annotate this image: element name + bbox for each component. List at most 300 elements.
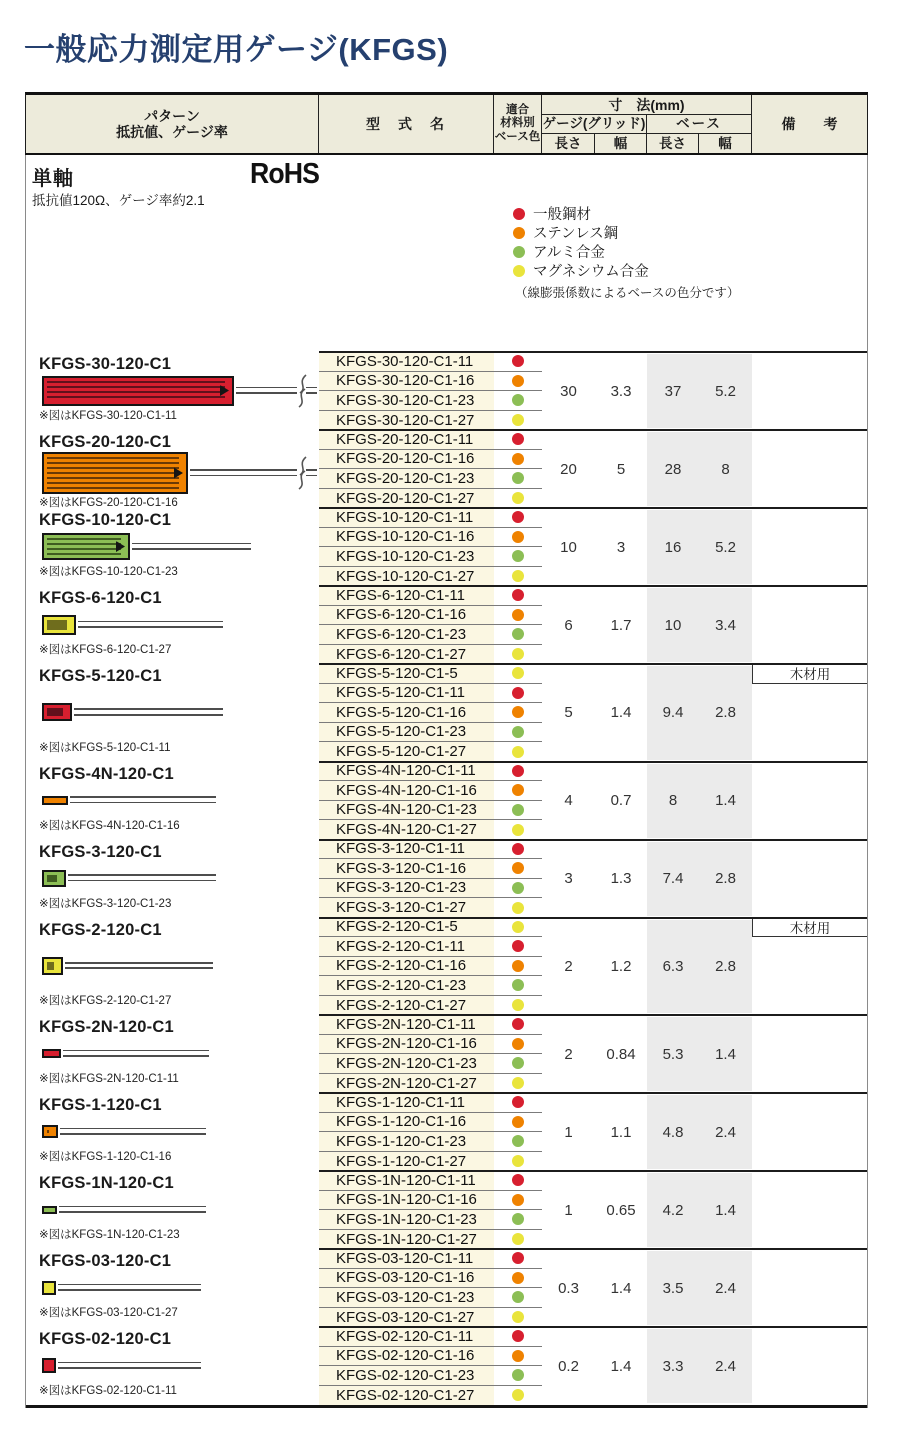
product-group [26, 664, 867, 762]
pattern-cell [26, 762, 319, 840]
gauge-zone [26, 1037, 319, 1070]
gauge-length-value: 2 [564, 957, 573, 975]
legend-item-label: ステンレス鋼 [533, 226, 619, 242]
gauge-length-value: 10 [560, 538, 577, 556]
legend-item [513, 223, 739, 242]
model-name-cell: KFGS-10-120-C1-27 [319, 567, 494, 587]
header-gauge-width: 幅 [595, 134, 647, 153]
pattern-model-name: KFGS-2-120-C1 [39, 920, 162, 939]
model-name-cell: KFGS-3-120-C1-27 [319, 898, 494, 918]
axis-type-label: 単軸 [32, 168, 74, 190]
gauge-image [42, 703, 72, 721]
legend-item [513, 242, 739, 261]
model-name-cell: KFGS-1-120-C1-16 [319, 1113, 494, 1133]
base-color-cell [494, 898, 542, 918]
model-name-cell: KFGS-20-120-C1-23 [319, 469, 494, 489]
base-length-value: 7.4 [647, 842, 699, 916]
model-name-cell: KFGS-2N-120-C1-16 [319, 1035, 494, 1055]
pattern-model-name: KFGS-4N-120-C1 [39, 764, 174, 783]
pattern-model-name: KFGS-2N-120-C1 [39, 1018, 174, 1036]
base-color-dot-orange [512, 1116, 524, 1128]
base-length-value: 28 [647, 432, 699, 506]
figure-note: ※図はKFGS-03-120-C1-27 [39, 1307, 178, 1319]
pattern-model-name: KFGS-03-120-C1 [39, 1252, 172, 1270]
base-width-value: 2.8 [699, 920, 752, 1014]
pattern-cell [26, 664, 319, 762]
figure-note: ※図はKFGS-02-120-C1-11 [39, 1385, 177, 1397]
base-color-dot-red [512, 1252, 524, 1264]
pattern-model-name: KFGS-1-120-C1 [39, 1096, 162, 1114]
gauge-graphic [26, 376, 319, 406]
model-name-cell: KFGS-1-120-C1-23 [319, 1132, 494, 1152]
gauge-image [42, 452, 188, 494]
gauge-lead-wire [60, 1128, 206, 1130]
legend-item [513, 261, 739, 280]
base-color-dot-green [512, 882, 524, 894]
model-name-cell: KFGS-02-120-C1-11 [319, 1327, 494, 1347]
gauge-length-value: 20 [560, 460, 577, 478]
gauge-lead-wire [70, 802, 216, 804]
figure-note: ※図はKFGS-30-120-C1-11 [39, 410, 177, 422]
gauge-lead-wire [63, 1055, 209, 1057]
base-color-cell [494, 508, 542, 528]
legend-item-label: 一般鋼材 [533, 207, 591, 223]
product-group [26, 430, 867, 508]
model-name-cell: KFGS-6-120-C1-23 [319, 625, 494, 645]
gauge-zone [26, 1193, 319, 1226]
gauge-lead-wire [58, 1289, 201, 1291]
gauge-lead-wire [58, 1284, 201, 1286]
model-name-cell: KFGS-6-120-C1-16 [319, 606, 494, 626]
base-color-cell [494, 489, 542, 509]
base-color-cell [494, 1308, 542, 1328]
pattern-model-name: KFGS-20-120-C1 [39, 433, 172, 451]
product-group [26, 352, 867, 430]
model-name-cell: KFGS-4N-120-C1-16 [319, 781, 494, 801]
base-color-dot-yellow [512, 1233, 524, 1245]
model-name-cell: KFGS-02-120-C1-23 [319, 1366, 494, 1386]
model-name-cell: KFGS-03-120-C1-23 [319, 1288, 494, 1308]
base-color-cell [494, 1269, 542, 1289]
product-group [26, 586, 867, 664]
table-bottom-border [26, 1405, 867, 1408]
product-group [26, 1015, 867, 1093]
gauge-graphic [26, 870, 319, 887]
gauge-zone [26, 784, 319, 817]
base-length-value: 8 [647, 764, 699, 838]
gauge-lead-wire [65, 962, 213, 964]
model-name-cell: KFGS-03-120-C1-16 [319, 1269, 494, 1289]
gauge-lead-wire [68, 874, 216, 876]
base-color-dot-yellow [512, 902, 524, 914]
header-pattern-line1: パターン [144, 108, 200, 124]
legend-item-label: アルミ合金 [533, 245, 605, 261]
base-color-dot-yellow [512, 648, 524, 660]
base-color-dot-green [512, 1291, 524, 1303]
model-name-cell: KFGS-1-120-C1-11 [319, 1093, 494, 1113]
pattern-model-name: KFGS-10-120-C1 [39, 511, 172, 529]
base-width-value: 2.4 [699, 1095, 752, 1169]
product-group [26, 762, 867, 840]
base-color-dot-red [512, 1330, 524, 1342]
figure-note: ※図はKFGS-20-120-C1-16 [39, 497, 178, 508]
base-color-dot-red [512, 687, 524, 699]
model-name-cell: KFGS-4N-120-C1-23 [319, 801, 494, 821]
legend-note: （線膨張係数によるベースの色分です） [515, 286, 740, 300]
remark-cell: 木材用 [752, 664, 867, 684]
base-color-dot-green [512, 1135, 524, 1147]
model-name-cell: KFGS-5-120-C1-27 [319, 742, 494, 762]
product-group [26, 918, 867, 1016]
model-name-cell: KFGS-10-120-C1-11 [319, 508, 494, 528]
header-model-name: 型 式 名 [319, 95, 494, 153]
gauge-lead-wire [58, 1367, 201, 1369]
gauge-grid-pattern [47, 457, 179, 489]
figure-note: ※図はKFGS-5-120-C1-11 [39, 741, 171, 754]
model-name-cell: KFGS-2-120-C1-16 [319, 957, 494, 977]
model-name-cell: KFGS-2N-120-C1-23 [319, 1054, 494, 1074]
gauge-lead-wire [60, 1133, 206, 1135]
base-color-cell [494, 703, 542, 723]
gauge-image [42, 1206, 57, 1214]
model-name-cell: KFGS-2-120-C1-5 [319, 918, 494, 938]
intro-section [26, 155, 867, 352]
gauge-graphic [26, 957, 319, 975]
model-name-cell: KFGS-2-120-C1-27 [319, 996, 494, 1016]
model-name-cell: KFGS-30-120-C1-16 [319, 372, 494, 392]
gauge-graphic [26, 615, 319, 635]
pattern-cell [26, 430, 319, 508]
base-color-cell [494, 430, 542, 450]
base-length-value: 37 [647, 354, 699, 428]
gauge-width-value: 0.7 [610, 792, 632, 809]
base-color-cell [494, 1132, 542, 1152]
base-width-value: 8 [699, 432, 752, 506]
figure-note: ※図はKFGS-4N-120-C1-16 [39, 819, 180, 832]
wire-break-mark [294, 374, 310, 408]
product-group [26, 840, 867, 918]
header-dimensions: 寸 法(mm) [542, 95, 752, 115]
gauge-image [42, 533, 130, 560]
gauge-width-value: 1.4 [610, 1357, 632, 1375]
gauge-lead-wire [59, 1206, 206, 1208]
gauge-lead-wire [132, 548, 251, 550]
legend-color-dot-yellow [513, 265, 525, 277]
gauge-width-value: 1.7 [610, 616, 632, 634]
gauge-grid-pattern [47, 1130, 49, 1133]
base-color-dot-orange [512, 609, 524, 621]
gauge-lead-wire [132, 543, 251, 545]
product-group [26, 508, 867, 586]
base-color-cell [494, 1093, 542, 1113]
model-name-cell: KFGS-03-120-C1-11 [319, 1249, 494, 1269]
base-color-dot-green [512, 979, 524, 991]
gauge-width-value: 1.4 [610, 1279, 632, 1297]
header-gauge-length: 長さ [542, 134, 595, 153]
base-color-dot-green [512, 472, 524, 484]
gauge-image [42, 1358, 56, 1373]
gauge-length-value: 1 [564, 1123, 573, 1141]
figure-note: ※図はKFGS-3-120-C1-23 [39, 897, 172, 910]
base-color-cell [494, 820, 542, 840]
base-color-dot-orange [512, 375, 524, 387]
base-color-cell [494, 918, 542, 938]
legend-color-dot-green [513, 246, 525, 258]
legend-color-dot-red [513, 208, 525, 220]
base-color-cell [494, 528, 542, 548]
pattern-cell [26, 1249, 319, 1327]
pattern-cell [26, 508, 319, 586]
model-name-cell: KFGS-30-120-C1-23 [319, 391, 494, 411]
base-width-value: 1.4 [699, 764, 752, 838]
gauge-zone [26, 940, 319, 993]
gauge-length-value: 2 [564, 1045, 573, 1063]
gauge-grid-pattern [47, 875, 57, 882]
gauge-grid-pattern [47, 381, 225, 401]
gauge-width-value: 0.65 [606, 1201, 636, 1219]
gauge-zone [26, 530, 319, 563]
rohs-logo: RoHS [250, 158, 319, 190]
base-color-dot-red [512, 355, 524, 367]
gauge-length-value: 4 [564, 792, 573, 809]
header-pattern-line2: 抵抗値、ゲージ率 [116, 124, 228, 140]
base-color-cell [494, 1249, 542, 1269]
base-color-cell [494, 762, 542, 782]
header-base-color: 適合 材料別 ベース色 [494, 95, 542, 153]
gauge-zone [26, 1349, 319, 1382]
pattern-cell [26, 840, 319, 918]
base-color-cell [494, 625, 542, 645]
gauge-grid-pattern [47, 962, 54, 970]
gauge-width-value: 3.3 [610, 382, 632, 400]
base-color-dot-yellow [512, 999, 524, 1011]
base-color-dot-red [512, 511, 524, 523]
gauge-length-value: 5 [564, 704, 573, 722]
gauge-length-value: 1 [564, 1201, 573, 1219]
base-color-dot-yellow [512, 746, 524, 758]
gauge-width-value: 0.84 [606, 1045, 636, 1063]
gauge-lead-wire [78, 621, 223, 623]
gauge-zone [26, 686, 319, 739]
gauge-zone [26, 452, 319, 494]
base-color-cell [494, 411, 542, 431]
gauge-lead-wire [58, 1362, 201, 1364]
base-color-dot-green [512, 1057, 524, 1069]
base-color-cell [494, 586, 542, 606]
model-name-cell: KFGS-3-120-C1-23 [319, 879, 494, 899]
base-color-dot-green [512, 628, 524, 640]
gauge-grid-pattern [47, 708, 63, 716]
base-width-value: 5.2 [699, 354, 752, 428]
pattern-model-name: KFGS-6-120-C1 [39, 589, 162, 607]
model-name-cell: KFGS-02-120-C1-16 [319, 1347, 494, 1367]
base-color-dot-yellow [512, 414, 524, 426]
base-color-dot-green [512, 1369, 524, 1381]
base-color-dot-orange [512, 1038, 524, 1050]
base-color-cell [494, 1210, 542, 1230]
model-name-cell: KFGS-10-120-C1-23 [319, 547, 494, 567]
table-body [25, 155, 868, 1408]
gauge-width-value: 1.4 [610, 704, 632, 722]
gauge-lead-wire [70, 796, 216, 798]
base-color-cell [494, 976, 542, 996]
gauge-zone [26, 1115, 319, 1148]
pattern-cell [26, 352, 319, 430]
base-color-cell [494, 606, 542, 626]
base-color-cell [494, 450, 542, 470]
gauge-zone [26, 374, 319, 407]
legend-item [513, 204, 739, 223]
base-length-value: 16 [647, 510, 699, 584]
base-color-dot-yellow [512, 824, 524, 836]
product-groups [26, 352, 867, 1405]
model-name-cell: KFGS-3-120-C1-16 [319, 859, 494, 879]
base-color-cell [494, 879, 542, 899]
base-length-value: 4.8 [647, 1095, 699, 1169]
model-name-cell: KFGS-10-120-C1-16 [319, 528, 494, 548]
base-color-dot-yellow [512, 570, 524, 582]
gauge-length-value: 6 [564, 616, 573, 634]
pattern-cell [26, 586, 319, 664]
base-color-cell [494, 1288, 542, 1308]
base-color-cell [494, 1152, 542, 1172]
gauge-image [42, 376, 234, 406]
base-width-value: 2.8 [699, 842, 752, 916]
base-color-dot-red [512, 589, 524, 601]
base-color-cell [494, 937, 542, 957]
base-color-cell [494, 1113, 542, 1133]
header-base: ベース [647, 115, 752, 134]
base-color-cell [494, 352, 542, 372]
figure-note: ※図はKFGS-1N-120-C1-23 [39, 1229, 180, 1241]
base-color-dot-yellow [512, 1155, 524, 1167]
figure-note: ※図はKFGS-6-120-C1-27 [39, 644, 172, 656]
base-color-dot-orange [512, 453, 524, 465]
header-gauge-grid: ゲージ(グリッド) [542, 115, 647, 134]
base-color-cell [494, 801, 542, 821]
table-header [25, 92, 868, 155]
base-color-dot-orange [512, 1272, 524, 1284]
base-length-value: 5.3 [647, 1017, 699, 1091]
wire-break-mark [294, 456, 310, 490]
base-color-dot-red [512, 765, 524, 777]
pattern-model-name: KFGS-02-120-C1 [39, 1330, 172, 1348]
base-color-dot-orange [512, 862, 524, 874]
product-group [26, 1171, 867, 1249]
pattern-cell [26, 1015, 319, 1093]
gauge-length-value: 3 [564, 870, 573, 887]
model-name-cell: KFGS-03-120-C1-27 [319, 1308, 494, 1328]
base-length-value: 3.5 [647, 1251, 699, 1325]
model-name-cell: KFGS-1N-120-C1-27 [319, 1230, 494, 1250]
gauge-graphic [26, 703, 319, 721]
pattern-model-name: KFGS-30-120-C1 [39, 355, 172, 373]
base-length-value: 6.3 [647, 920, 699, 1014]
base-color-cell [494, 469, 542, 489]
base-color-cell [494, 996, 542, 1016]
gauge-image [42, 1125, 58, 1138]
base-color-dot-red [512, 843, 524, 855]
model-name-cell: KFGS-02-120-C1-27 [319, 1386, 494, 1406]
gauge-image [42, 615, 76, 635]
gauge-width-value: 5 [616, 460, 626, 478]
material-legend [513, 204, 739, 301]
base-color-dot-orange [512, 784, 524, 796]
gauge-lead-wire [65, 967, 213, 969]
base-color-dot-orange [512, 960, 524, 972]
pattern-cell [26, 1093, 319, 1171]
gauge-zone [26, 608, 319, 641]
base-width-value: 5.2 [699, 510, 752, 584]
legend-item-label: マグネシウム合金 [533, 264, 649, 280]
base-color-cell [494, 1386, 542, 1406]
model-name-cell: KFGS-1N-120-C1-16 [319, 1191, 494, 1211]
base-color-dot-green [512, 726, 524, 738]
base-color-dot-yellow [512, 921, 524, 933]
model-name-cell: KFGS-1-120-C1-27 [319, 1152, 494, 1172]
model-name-cell: KFGS-1N-120-C1-11 [319, 1171, 494, 1191]
base-width-value: 2.4 [699, 1251, 752, 1325]
base-length-value: 4.2 [647, 1173, 699, 1247]
base-color-dot-orange [512, 1350, 524, 1362]
model-name-cell: KFGS-6-120-C1-27 [319, 645, 494, 665]
model-name-cell: KFGS-1N-120-C1-23 [319, 1210, 494, 1230]
base-color-dot-yellow [512, 667, 524, 679]
base-color-cell [494, 1074, 542, 1094]
model-name-cell: KFGS-5-120-C1-16 [319, 703, 494, 723]
model-name-cell: KFGS-30-120-C1-11 [319, 352, 494, 372]
pattern-cell [26, 1171, 319, 1249]
base-width-value: 3.4 [699, 588, 752, 662]
pattern-cell [26, 1327, 319, 1405]
gauge-lead-wire [78, 626, 223, 628]
base-color-cell [494, 547, 542, 567]
base-color-dot-orange [512, 531, 524, 543]
base-color-dot-orange [512, 706, 524, 718]
remark-cell: 木材用 [752, 918, 867, 938]
figure-note: ※図はKFGS-1-120-C1-16 [39, 1151, 172, 1163]
base-length-value: 3.3 [647, 1329, 699, 1403]
model-name-cell: KFGS-20-120-C1-27 [319, 489, 494, 509]
base-color-dot-green [512, 1213, 524, 1225]
gauge-zone [26, 862, 319, 895]
base-color-cell [494, 1054, 542, 1074]
base-color-cell [494, 1171, 542, 1191]
gauge-grid-pattern [47, 620, 67, 630]
base-color-cell [494, 567, 542, 587]
base-color-dot-yellow [512, 1389, 524, 1401]
base-color-dot-yellow [512, 492, 524, 504]
gauge-grid-pattern [47, 538, 121, 555]
model-name-cell: KFGS-2-120-C1-11 [319, 937, 494, 957]
base-color-cell [494, 1035, 542, 1055]
gauge-image [42, 796, 68, 805]
base-width-value: 1.4 [699, 1173, 752, 1247]
base-color-cell [494, 664, 542, 684]
base-length-value: 9.4 [647, 666, 699, 760]
gauge-image [42, 957, 63, 975]
base-width-value: 2.8 [699, 666, 752, 760]
base-width-value: 1.4 [699, 1017, 752, 1091]
base-color-cell [494, 684, 542, 704]
gauge-lead-wire [74, 714, 223, 716]
gauge-lead-wire [74, 708, 223, 710]
base-color-cell [494, 645, 542, 665]
base-color-dot-green [512, 804, 524, 816]
figure-note: ※図はKFGS-10-120-C1-23 [39, 566, 178, 578]
base-color-cell [494, 723, 542, 743]
model-name-cell: KFGS-5-120-C1-23 [319, 723, 494, 743]
